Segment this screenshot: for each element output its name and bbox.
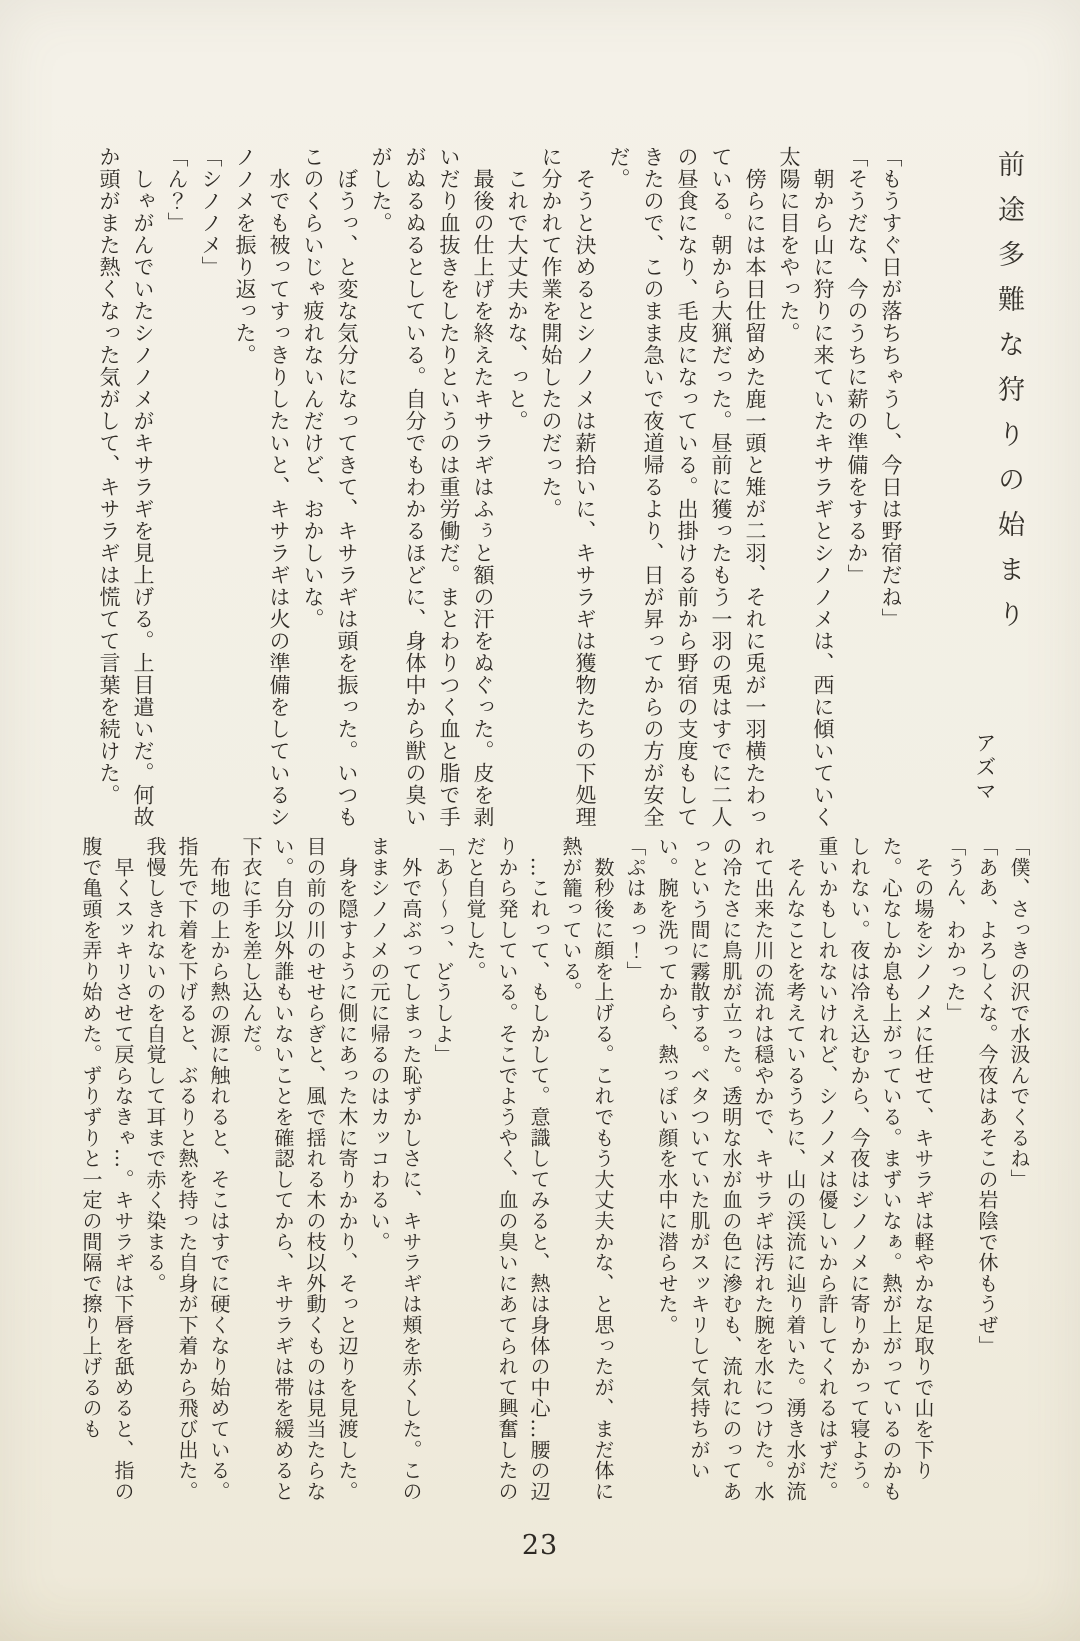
story-paragraph: 最後の仕上げを終えたキサラギはふぅと額の汗をぬぐった。皮を剥いだり血抜きをしたりというのは重労働だ。まとわりつく血と脂で手がぬるぬるとしている。自分でもわかるほどに、身体中から獣の臭いがした。 [369,146,495,828]
story-paragraph: 「そうだな、今のうちに薪の準備をするか」 [845,146,869,586]
story-paragraph: 傍らには本日仕留めた鹿一頭と雉が二羽、それに兎が一羽横たわっている。朝から大猟だった。昼前に獲ったもう一羽の兎はすでに二人の昼食になり、毛皮になっている。出掛ける前から野宿の支度もしてきたので、このまま急いで夜道帰るより、日が昇ってからの方が安全だ。 [607,146,767,828]
story-paragraph: 早くスッキリさせて戻らなきゃ…。キサラギは下唇を舐めると、指の腹で亀頭を弄り始めた。ずりずりと一定の間隔で擦り上げるのも [79,836,135,1502]
story-text-block-bottom [43,836,1035,1503]
chapter-title: 前途多難な狩りの始まり [993,150,1024,645]
story-paragraph: 朝から山に狩りに来ていたキサラギとシノノメは、西に傾いていく太陽に目をやった。 [777,146,835,828]
story-paragraph: 外で高ぶってしまった恥ずかしさに、キサラギは頬を赤くした。このままシノノメの元に帰るのはカッコわるい。 [367,836,423,1502]
story-paragraph: その場をシノノメに任せて、キサラギは軽やかな足取りで山を下りた。心なしか息も上がっている。まずいなぁ。熱が上がっているのかもしれない。夜は冷え込むから、今夜はシノノメに寄りかかって寝よう。重いかもしれないけれど、シノノメは優しいから許してくれるはずだ。 [815,836,935,1502]
story-paragraph: しゃがんでいたシノノメがキサラギを見上げる。上目遣いだ。何故か頭がまた熱くなった気がして、キサラギは慌てて言葉を続けた。 [97,146,155,828]
story-paragraph: 「もうすぐ日が落ちちゃうし、今日は野宿だね」 [879,146,903,630]
story-text-block-top [86,146,908,834]
story-paragraph: 「ぷはぁっ！」 [623,836,647,982]
story-paragraph: これで大丈夫かな、っと。 [505,146,529,432]
story-paragraph: 「僕、さっきの沢で水汲んでくるね」 [1007,836,1031,1190]
story-paragraph: そんなことを考えているうちに、山の渓流に辿り着いた。湧き水が流れて出来た川の流れは穏やかで、キサラギは汚れた腕を水につけた。水の冷たさに鳥肌が立った。透明な水が血の色に滲むも、流れにのってあっという間に霧散する。ベタついていた肌がスッキリして気持ちがいい。腕を洗ってから、熱っぽい顔を水中に潜らせた。 [655,836,807,1502]
author-name: アズマ [973,732,997,804]
story-paragraph: 「うん、わかった」 [943,836,967,1024]
story-paragraph: 水でも被ってすっきりしたいと、キサラギは火の準備をしているシノノメを振り返った。 [233,146,291,828]
story-paragraph: 数秒後に顔を上げる。これでもう大丈夫かな、と思ったが、まだ体に熱が籠っている。 [559,836,615,1502]
story-paragraph: …これって、もしかして。意識してみると、熱は身体の中心…腰の辺りから発している。そこでようやく、血の臭いにあてられて興奮したのだと自覚した。 [463,836,551,1502]
story-paragraph: 「あ～～っ、どうしよ」 [431,836,455,1065]
story-paragraph: 「ん？」 [165,146,189,234]
story-paragraph: そうと決めるとシノノメは薪拾いに、キサラギは獲物たちの下処理に分かれて作業を開始したのだった。 [539,146,597,828]
story-paragraph: 「ああ、よろしくな。今夜はあそこの岩陰で休もうぜ」 [975,836,999,1356]
story-paragraph: ぼうっ、と変な気分になってきて、キサラギは頭を振った。いつもこのくらいじゃ疲れないんだけど、おかしいな。 [301,146,359,828]
story-paragraph: 布地の上から熱の源に触れると、そこはすでに硬くなり始めている。指先で下着を下げると、ぶるりと熱を持った自身が下着から飛び出た。我慢しきれないのを自覚して耳まで赤く染まる。 [143,836,231,1502]
page-number: 23 [521,1530,559,1561]
story-paragraph: 「シノノメ」 [199,146,223,278]
story-paragraph: 身を隠すように側にあった木に寄りかかり、そっと辺りを見渡した。目の前の川のせせらぎと、風で揺れる木の枝以外動くものは見当たらない。自分以外誰もいないことを確認してから、キサラギは帯を緩めると下衣に手を差し込んだ。 [239,836,359,1502]
